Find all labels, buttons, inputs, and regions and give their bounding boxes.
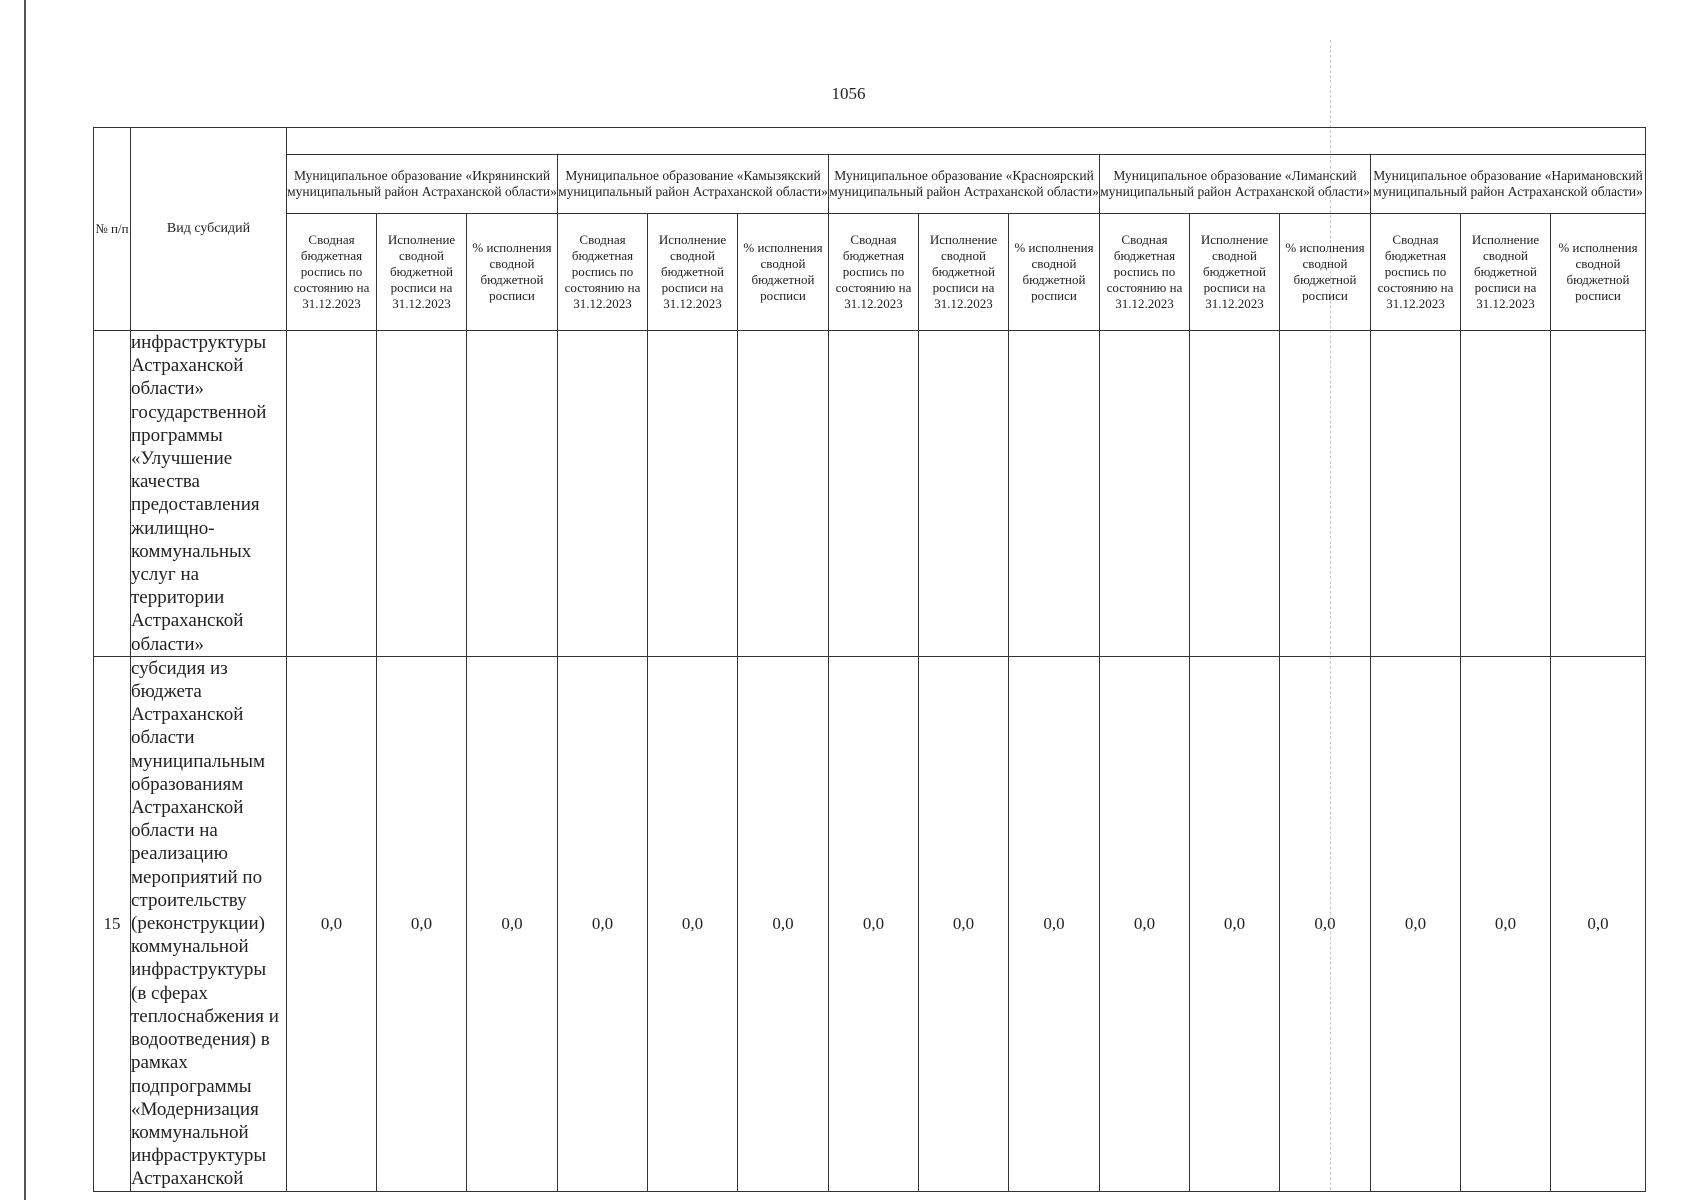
subcolumn-budget-header: Сводная бюджетная роспись по состоянию на 31.12.2023 [1100,214,1190,331]
value-cell [287,331,377,657]
header-municipality-row [94,155,1646,214]
subcolumn-execution-header: Исполнение сводной бюджетной росписи на 31.12.2023 [1461,214,1551,331]
value-cell: 0,0 [1280,656,1371,1191]
value-cell [919,331,1009,657]
value-cell: 0,0 [558,656,648,1191]
value-cell [1280,331,1371,657]
row-number: 15 [94,656,131,1191]
value-cell [738,331,829,657]
binding-edge-line [24,0,26,1200]
value-cell: 0,0 [377,656,467,1191]
municipality-header: Муниципальное образование «Красноярский муниципальный район Астраханской области» [829,155,1100,214]
value-cell: 0,0 [1009,656,1100,1191]
value-cell [1551,331,1646,657]
column-header-kind: Вид субсидий [131,128,287,331]
value-cell [377,331,467,657]
value-cell: 0,0 [648,656,738,1191]
value-cell [1190,331,1280,657]
subcolumn-execution-header: Исполнение сводной бюджетной росписи на 31.12.2023 [648,214,738,331]
subsidy-kind-text: субсидия из бюджета Астраханской области муниципальным образованиям Астраханской области на реализацию мероприятий по строительству (реконструкции) коммунальной инфраструктуры (в сферах теплоснабжения и водоотведения) в рамках подпрограммы «Модернизация коммунальной инфраструктуры Астраханской [131,656,287,1191]
value-cell [648,331,738,657]
value-cell: 0,0 [287,656,377,1191]
page-number: 1056 [831,84,866,103]
value-cell: 0,0 [1461,656,1551,1191]
subcolumn-percent-header: % исполнения сводной бюджетной росписи [1551,214,1646,331]
municipality-header: Муниципальное образование «Икрянинский муниципальный район Астраханской области» [287,155,558,214]
subcolumn-execution-header: Исполнение сводной бюджетной росписи на 31.12.2023 [1190,214,1280,331]
header-blank-band [287,128,1646,155]
value-cell [1100,331,1190,657]
value-cell [1009,331,1100,657]
value-cell: 0,0 [1100,656,1190,1191]
value-cell [467,331,558,657]
table-row [94,331,1646,657]
header-subcolumn-row [94,214,1646,331]
subcolumn-budget-header: Сводная бюджетная роспись по состоянию на 31.12.2023 [829,214,919,331]
subcolumn-percent-header: % исполнения сводной бюджетной росписи [467,214,558,331]
subcolumn-budget-header: Сводная бюджетная роспись по состоянию на 31.12.2023 [558,214,648,331]
subcolumn-execution-header: Исполнение сводной бюджетной росписи на 31.12.2023 [919,214,1009,331]
subsidy-report-table [93,127,1646,1192]
subcolumn-percent-header: % исполнения сводной бюджетной росписи [738,214,829,331]
value-cell [1371,331,1461,657]
municipality-header: Муниципальное образование «Наримановский муниципальный район Астраханской области» [1371,155,1646,214]
table-row [94,656,1646,1191]
value-cell: 0,0 [1551,656,1646,1191]
subcolumn-execution-header: Исполнение сводной бюджетной росписи на 31.12.2023 [377,214,467,331]
subcolumn-budget-header: Сводная бюджетная роспись по состоянию на 31.12.2023 [1371,214,1461,331]
column-header-num: № п/п [94,128,131,331]
municipality-header: Муниципальное образование «Лиманский муниципальный район Астраханской области» [1100,155,1371,214]
value-cell [558,331,648,657]
value-cell [1461,331,1551,657]
value-cell: 0,0 [738,656,829,1191]
subcolumn-percent-header: % исполнения сводной бюджетной росписи [1009,214,1100,331]
subsidy-kind-text: инфраструктуры Астраханской области» государственной программы «Улучшение качества предоставления жилищно-коммунальных услуг на территории Астраханской области» [131,331,287,657]
value-cell: 0,0 [829,656,919,1191]
row-number [94,331,131,657]
subcolumn-percent-header: % исполнения сводной бюджетной росписи [1280,214,1371,331]
value-cell: 0,0 [1190,656,1280,1191]
value-cell [829,331,919,657]
value-cell: 0,0 [919,656,1009,1191]
value-cell: 0,0 [1371,656,1461,1191]
header-top-row [94,128,1646,155]
municipality-header: Муниципальное образование «Камызякский муниципальный район Астраханской области» [558,155,829,214]
value-cell: 0,0 [467,656,558,1191]
subcolumn-budget-header: Сводная бюджетная роспись по состоянию на 31.12.2023 [287,214,377,331]
